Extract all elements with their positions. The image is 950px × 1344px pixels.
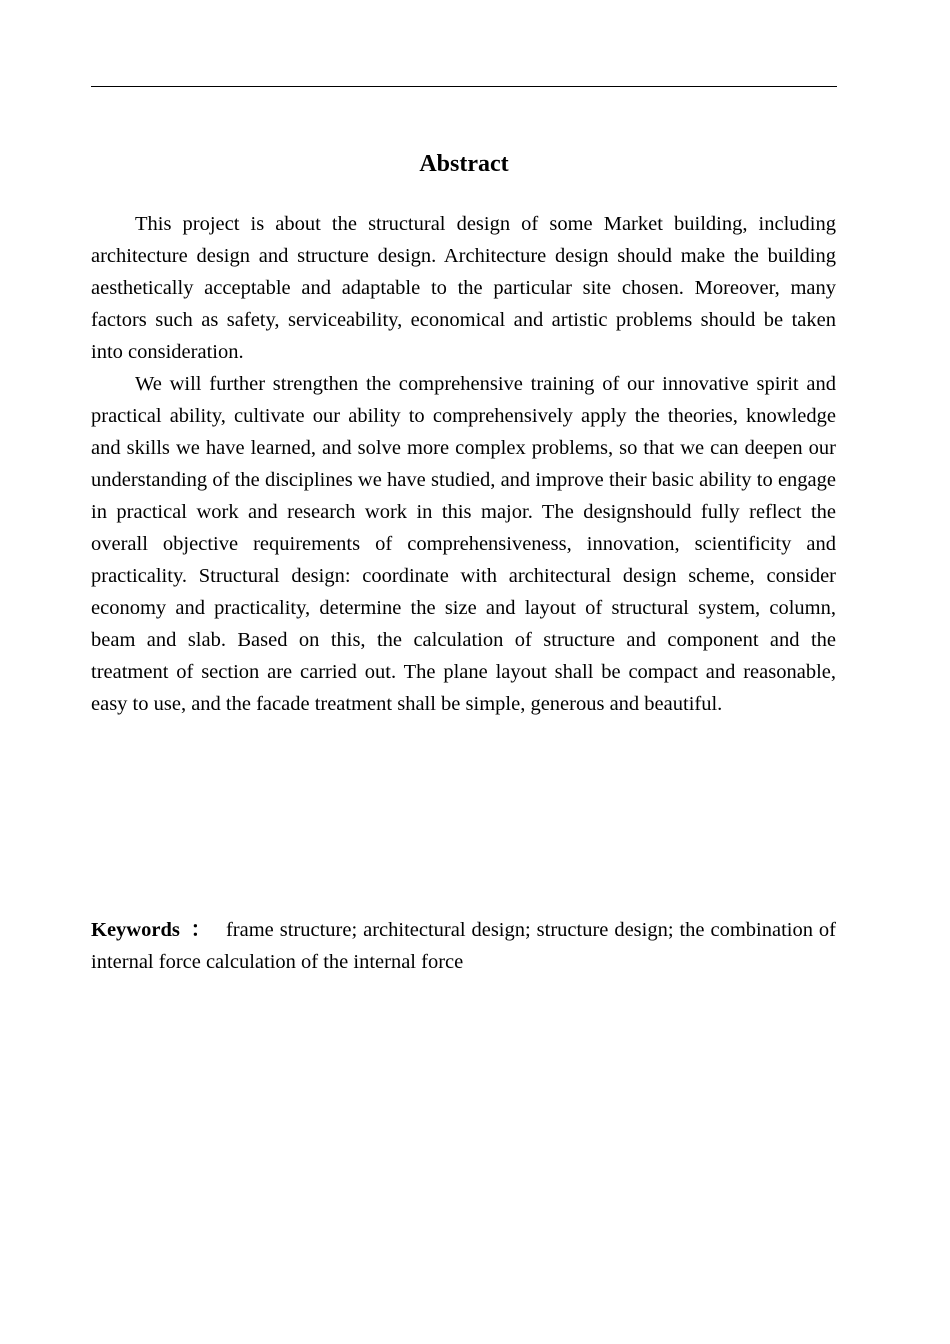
keywords-text: frame structure; architectural design; structure design; the combination of internal force calculation of the internal force bbox=[91, 919, 836, 973]
keywords-section bbox=[91, 914, 836, 978]
keywords-separator: ： bbox=[189, 919, 212, 941]
abstract-paragraph-1: This project is about the structural design of some Market building, including architecture design and structure design. Architecture design should make the building aesthetically acceptable and adaptable to the particular site chosen. Moreover, many factors such as safety, serviceability, economical and artistic problems should be taken into consideration. bbox=[91, 213, 836, 363]
abstract-body bbox=[91, 208, 836, 720]
header-rule bbox=[91, 86, 837, 87]
page-title: Abstract bbox=[419, 151, 509, 177]
abstract-paragraph-2: We will further strengthen the comprehensive training of our innovative spirit and practical ability, cultivate our ability to comprehensively apply the theories, knowledge and skills we have learned, and solve more complex problems, so that we can deepen our understanding of the disciplines we have studied, and improve their basic ability to engage in practical work and research work in this major. The designshould fully reflect the overall objective requirements of comprehensiveness, innovation, scientificity and practicality. Structural design: coordinate with architectural design scheme, consider economy and practicality, determine the size and layout of structural system, column, beam and slab. Based on this, the calculation of structure and component and the treatment of section are carried out. The plane layout shall be compact and reasonable, easy to use, and the facade treatment shall be simple, generous and beautiful. bbox=[91, 373, 836, 715]
keywords-label: Keywords bbox=[91, 919, 180, 941]
